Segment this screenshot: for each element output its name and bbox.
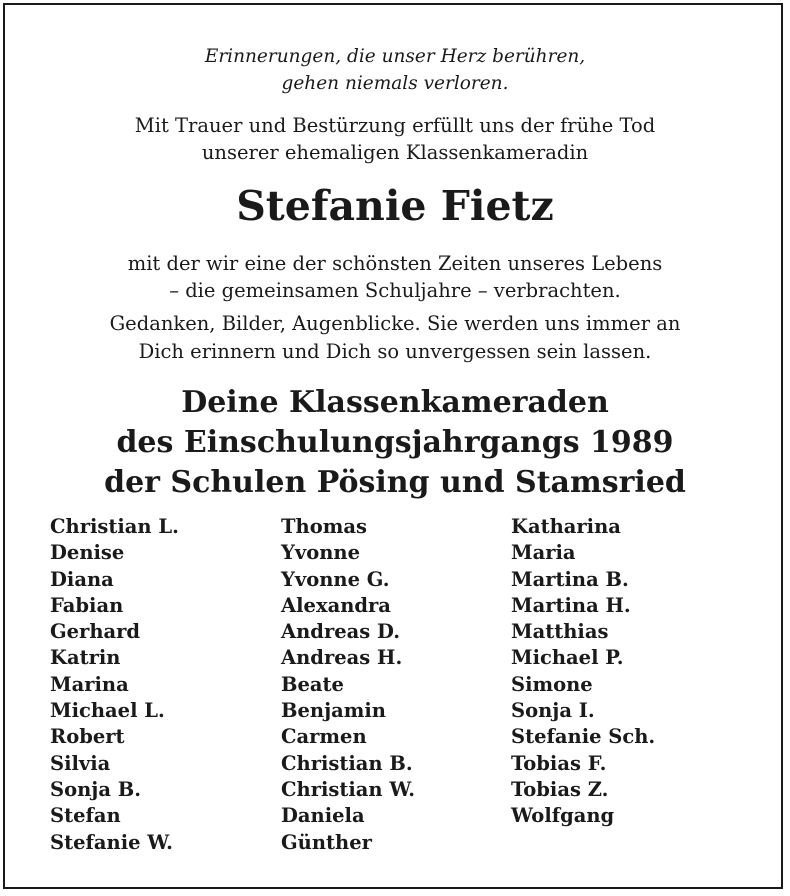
classmate-name: Tobias Z. <box>511 777 609 801</box>
classmate-name: Christian W. <box>281 777 416 801</box>
classmate-name: Wolfgang <box>511 804 615 828</box>
classmate-name: Denise <box>50 541 125 565</box>
classmate-name: Tobias F. <box>511 751 607 775</box>
classmate-name: Andreas H. <box>281 646 403 670</box>
classmate-name: Christian B. <box>281 751 413 775</box>
life-text <box>0 250 790 304</box>
classmate-name: Silvia <box>50 751 111 775</box>
classmate-name: Martina H. <box>511 593 631 617</box>
life-line: – die gemeinsamen Schuljahre – verbrachten. <box>169 279 621 302</box>
classmate-name: Robert <box>50 725 125 749</box>
classmate-name: Christian L. <box>50 515 179 538</box>
classmate-name: Alexandra <box>281 593 391 617</box>
names-column-1 <box>50 514 179 856</box>
classmate-name: Thomas <box>281 515 367 538</box>
classmate-name: Maria <box>511 541 576 565</box>
classmate-name: Gerhard <box>50 620 141 644</box>
classmate-name: Marina <box>50 672 129 696</box>
motto-line: Erinnerungen, die unser Herz berühren, <box>204 46 586 67</box>
names-column-2 <box>281 514 415 856</box>
classmate-name: Stefan <box>50 804 121 828</box>
intro-text <box>0 112 790 166</box>
classmate-name: Sonja I. <box>511 699 595 723</box>
classmate-name: Carmen <box>281 725 367 749</box>
deceased-name: Stefanie Fietz <box>236 182 554 230</box>
signoff <box>0 383 790 503</box>
classmate-name: Andreas D. <box>281 620 401 644</box>
classmate-name: Michael P. <box>511 646 624 670</box>
classmate-name: Katrin <box>50 646 121 670</box>
classmate-name: Benjamin <box>281 699 386 723</box>
classmate-name: Michael L. <box>50 699 165 723</box>
classmate-name: Yvonne G. <box>281 567 390 591</box>
thoughts-text <box>0 310 790 366</box>
classmate-name: Stefanie Sch. <box>511 725 656 749</box>
intro-line: unserer ehemaligen Klassenkameradin <box>201 141 589 164</box>
classmate-name: Katharina <box>511 515 621 538</box>
signoff-line: der Schulen Pösing und Stamsried <box>104 465 686 500</box>
classmate-name: Sonja B. <box>50 777 142 801</box>
life-line: mit der wir eine der schönsten Zeiten unseres Lebens <box>127 252 663 275</box>
intro-line: Mit Trauer und Bestürzung erfüllt uns der frühe Tod <box>134 114 656 137</box>
classmate-name: Beate <box>281 672 344 696</box>
motto <box>0 43 790 97</box>
classmate-name: Simone <box>511 672 593 696</box>
signoff-line: des Einschulungsjahrgangs 1989 <box>116 425 674 460</box>
thoughts-line: Dich erinnern und Dich so unvergessen sein lassen. <box>138 340 652 363</box>
classmate-name: Stefanie W. <box>50 830 173 854</box>
classmate-name: Fabian <box>50 593 124 617</box>
classmate-name: Yvonne <box>281 541 361 565</box>
classmate-name: Diana <box>50 567 114 591</box>
names-column-3 <box>511 514 655 830</box>
classmate-names <box>0 514 790 854</box>
motto-line: gehen niemals verloren. <box>281 73 509 94</box>
classmate-name: Matthias <box>511 620 609 644</box>
classmate-name: Martina B. <box>511 567 629 591</box>
thoughts-line: Gedanken, Bilder, Augenblicke. Sie werden uns immer an <box>109 312 681 335</box>
classmate-name: Günther <box>281 830 372 854</box>
signoff-line: Deine Klassenkameraden <box>181 385 609 420</box>
classmate-name: Daniela <box>281 804 365 828</box>
